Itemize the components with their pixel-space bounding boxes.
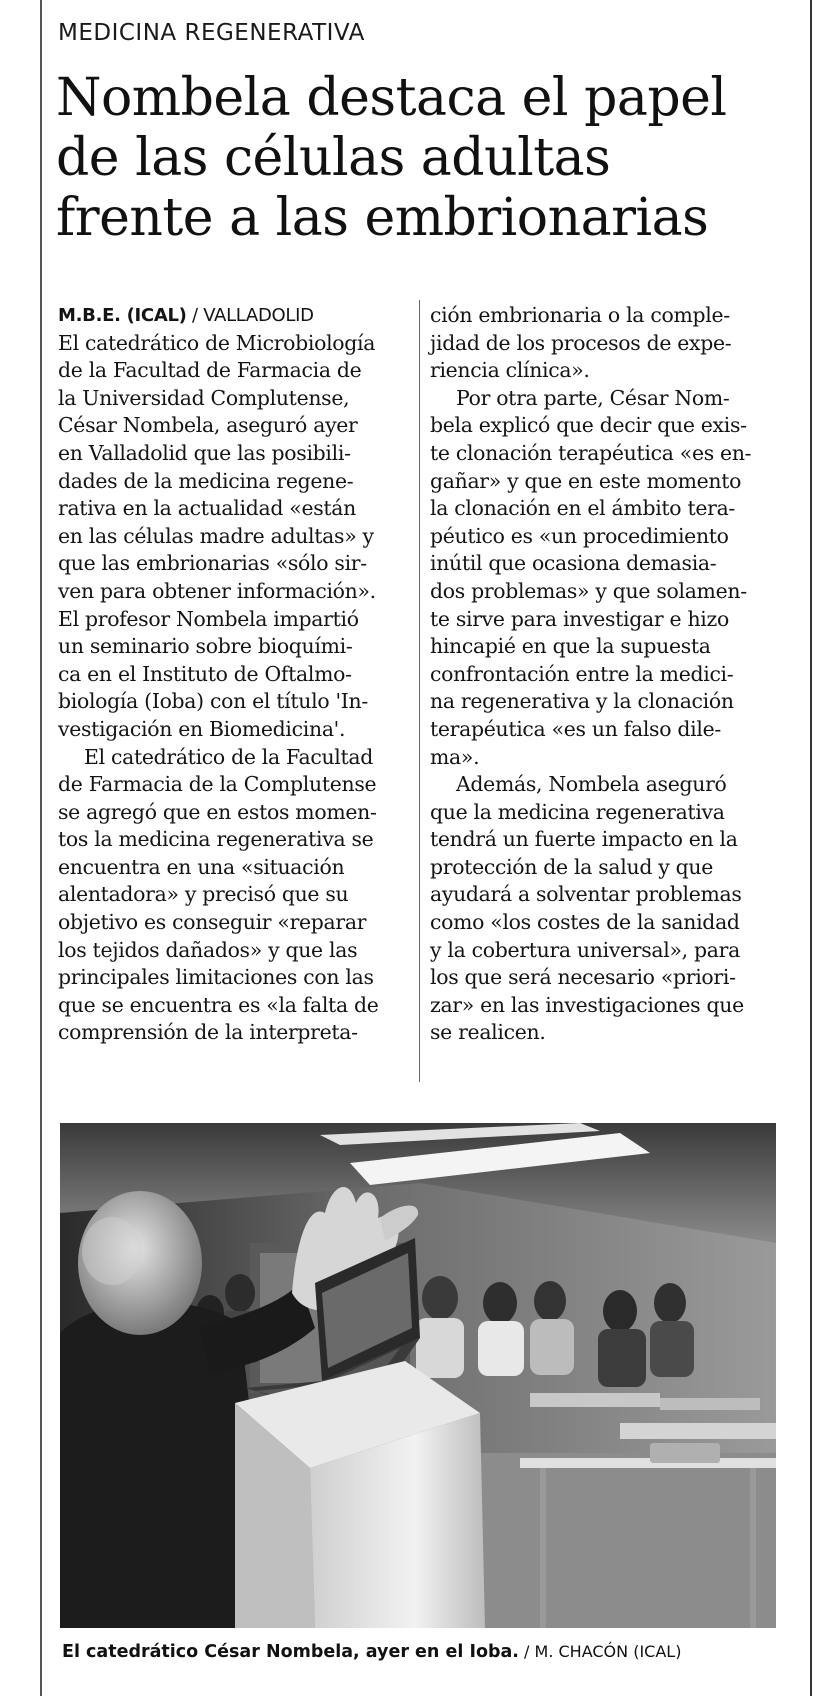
- text-line: la Universidad Complutense,: [58, 385, 350, 410]
- text-line: y la cobertura universal», para: [430, 937, 740, 962]
- byline-location: VALLADOLID: [203, 305, 314, 326]
- text-line: riencia clínica».: [430, 358, 590, 383]
- text-line: los que será necesario «priori-: [430, 965, 736, 990]
- text-line: dades de la medicina regene-: [58, 468, 354, 493]
- text-line: Además, Nombela aseguró: [456, 772, 727, 797]
- right-column-rule: [810, 0, 812, 1696]
- text-line: protección de la salud y que: [430, 854, 714, 879]
- text-line: inútil que ocasiona demasia-: [430, 551, 717, 576]
- text-line: que la medicina regenerativa: [430, 799, 725, 824]
- text-line: te clonación terapéutica «es en-: [430, 440, 752, 465]
- text-line: se realicen.: [430, 1020, 546, 1045]
- news-photo: [60, 1123, 776, 1628]
- text-line: ma».: [430, 744, 480, 769]
- text-line: vestigación en Biomedicina'.: [58, 716, 346, 741]
- byline: [58, 302, 410, 330]
- text-line: alentadora» y precisó que su: [58, 882, 349, 907]
- text-line: rativa en la actualidad «están: [58, 496, 356, 521]
- article-column-2: [430, 302, 790, 1047]
- text-line: de la Facultad de Farmacia de: [58, 358, 362, 383]
- text-line: César Nombela, aseguró ayer: [58, 413, 358, 438]
- text-line: principales limitaciones con las: [58, 965, 374, 990]
- byline-separator: /: [186, 305, 204, 326]
- text-line: bela explicó que decir que exis-: [430, 413, 747, 438]
- column-divider: [419, 300, 420, 1082]
- text-line: dos problemas» y que solamen-: [430, 578, 747, 603]
- text-line: gañar» y que en este momento: [430, 468, 742, 493]
- text-line: que se encuentra es «la falta de: [58, 992, 379, 1017]
- photo-caption: [62, 1642, 681, 1662]
- headline-line: frente a las embrionarias: [56, 188, 709, 248]
- text-line: como «los costes de la sanidad: [430, 910, 740, 935]
- text-line: en las células madre adultas» y: [58, 523, 374, 548]
- text-line: péutico es «un procedimiento: [430, 523, 729, 548]
- text-line: jidad de los procesos de expe-: [430, 330, 732, 355]
- projector: [650, 1443, 720, 1463]
- text-line: ción embrionaria o la comple-: [430, 303, 730, 327]
- text-line: ven para obtener información».: [58, 578, 376, 603]
- section-label: MEDICINA REGENERATIVA: [58, 20, 365, 46]
- caption-text: El catedrático César Nombela, ayer en el Ioba.: [62, 1642, 519, 1662]
- text-line: El profesor Nombela impartió: [58, 606, 359, 631]
- caption-separator: /: [518, 1642, 535, 1661]
- text-line: biología (Ioba) con el título 'In-: [58, 689, 368, 714]
- text-line: encuentra en una «situación: [58, 854, 345, 879]
- text-line: que las embrionarias «sólo sir-: [58, 551, 367, 576]
- headline-line: de las células adultas: [56, 128, 611, 188]
- text-line: El catedrático de la Facultad: [84, 744, 374, 769]
- podium: [235, 1361, 485, 1628]
- byline-author: M.B.E. (ICAL): [58, 305, 187, 326]
- text-line: en Valladolid que las posibili-: [58, 440, 351, 465]
- text-line: ayudará a solventar problemas: [430, 882, 742, 907]
- text-line: un seminario sobre bioquími-: [58, 634, 353, 659]
- text-line: la clonación en el ámbito tera-: [430, 496, 736, 521]
- text-line: zar» en las investigaciones que: [430, 992, 744, 1017]
- text-line: hincapié en que la supuesta: [430, 634, 711, 659]
- text-line: El catedrático de Microbiología: [58, 330, 376, 355]
- headline: [56, 68, 806, 248]
- text-line: se agregó que en estos momen-: [58, 799, 377, 824]
- text-line: tos la medicina regenerativa se: [58, 827, 374, 852]
- text-line: tendrá un fuerte impacto en la: [430, 827, 738, 852]
- text-line: na regenerativa y la clonación: [430, 689, 734, 714]
- photo-credit: M. CHACÓN (ICAL): [534, 1642, 682, 1661]
- text-line: objetivo es conseguir «reparar: [58, 910, 367, 935]
- headline-line: Nombela destaca el papel: [56, 68, 727, 128]
- article-column-1: [58, 302, 410, 1047]
- left-column-rule: [40, 0, 42, 1696]
- text-line: confrontación entre la medici-: [430, 661, 734, 686]
- text-line: los tejidos dañados» y que las: [58, 937, 358, 962]
- text-line: ca en el Instituto de Oftalmo-: [58, 661, 352, 686]
- text-line: Por otra parte, César Nom-: [456, 385, 730, 410]
- text-line: de Farmacia de la Complutense: [58, 772, 377, 797]
- text-line: terapéutica «es un falso dile-: [430, 716, 721, 741]
- text-line: comprensión de la interpreta-: [58, 1020, 358, 1045]
- text-line: te sirve para investigar e hizo: [430, 606, 729, 631]
